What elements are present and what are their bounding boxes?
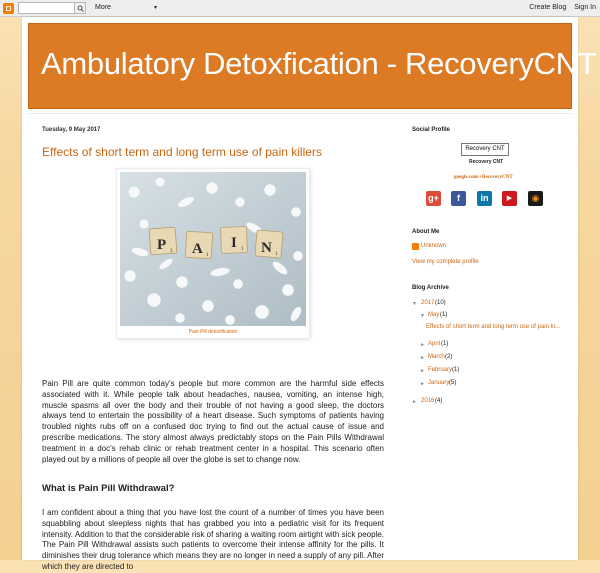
tile-subscript: 3 [170,249,173,254]
profile-name: Recovery CNT [469,159,504,165]
tile-subscript: 1 [241,247,244,252]
google-plus-link[interactable]: google.com/+RecoveryCNT [454,175,513,180]
tile-subscript: 1 [275,252,278,257]
archive-count: (2) [445,354,453,360]
profile-image[interactable]: Recovery CNT [461,143,509,156]
post-paragraph: I am confident about a thing that you have lost the count of a number of times you have been squabbling about sleepless nights that has grabbed you into a pediatric visit for its frequent intensity. Addition to that the considerable risk of sharing a waiting room airtight with sick people. The Pain Pill Withdrawal assists such patients to overcome their intense affinity for the pills. It diminishes their drug tolerance which means they are no longer in need a supply of any pill. After which they are directed to [42,508,384,571]
archive-count: (1) [452,367,460,373]
expand-right-icon[interactable]: ► [412,399,417,405]
youtube-icon[interactable]: ▶ [502,191,517,206]
blogger-icon [412,243,419,250]
expand-right-icon[interactable]: ► [420,342,425,348]
blog-title[interactable]: Ambulatory Detoxfication - RecoveryCNT [41,46,597,81]
expand-right-icon[interactable]: ► [420,368,425,374]
page-container [22,17,597,571]
archive-post-link[interactable]: Effects of short term and long term use of pain ki... [426,324,560,330]
blogger-navbar [0,0,600,17]
rss-icon[interactable]: ◉ [528,191,543,206]
profile-user-link[interactable]: Unknown [421,243,447,249]
archive-month-january[interactable]: January [428,380,450,386]
google-plus-icon[interactable]: g+ [426,191,441,206]
pain-pills-image [120,172,306,326]
archive-count: (1) [440,312,448,318]
more-menu[interactable]: More [95,4,111,11]
social-profile-heading: Social Profile [412,127,451,133]
linkedin-icon[interactable]: in [477,191,492,206]
archive-count: (1) [441,341,449,347]
post-paragraph: Pain Pill are quite common today's people but more common are the harmful side effects associated with it. While people talk about headaches, nausea, vomiting, an intense high, muscle spasms all over the body and their trouble of not having a good sleep, the doctors always tend to entertain the possibility of a heart disease. Such symptoms of patients having troubled nights rubs off on a confused doc trying to find out the actual cause of issue and prescribe medications. The story almost always predictably stops on the Pain Pills Withdrawal treatment in a doc's rehab clinic or rehab treatment center in a hospital. This scenario often played out by a millions of people all over the globe is set to change now. [42,379,384,464]
blog-archive-heading: Blog Archive [412,285,449,291]
post-title[interactable]: Effects of short term and long term use of pain killers [42,145,322,159]
tile-letter: I [231,235,237,251]
post-image[interactable] [116,168,310,339]
sign-in-link[interactable]: Sign In [574,4,596,11]
search-button[interactable] [74,2,86,14]
expand-down-icon[interactable]: ▼ [412,301,417,307]
archive-month-march[interactable]: March [428,354,445,360]
tile-letter: P [157,237,167,253]
archive-month-february[interactable]: February [428,367,453,373]
tile-subscript: 1 [206,253,209,258]
post-subheading: What is Pain Pill Withdrawal? [42,483,175,494]
chevron-down-icon[interactable]: ▾ [154,5,158,11]
blog-header [28,23,597,109]
tile-letter: N [261,240,272,256]
tile-letter: A [192,241,203,257]
facebook-icon[interactable]: f [451,191,466,206]
post-date: Tuesday, 9 May 2017 [42,127,101,133]
archive-count: (10) [435,300,446,306]
archive-year-2017[interactable]: 2017 [421,300,435,306]
archive-month-april[interactable]: April [428,341,441,347]
expand-right-icon[interactable]: ► [420,381,425,387]
divider [28,113,572,114]
archive-count: (4) [435,398,443,404]
search-icon [77,5,84,12]
expand-right-icon[interactable]: ► [420,355,425,361]
archive-month-may[interactable]: May [428,312,440,318]
view-profile-link[interactable]: View my complete profile [412,259,479,265]
image-caption: Pain Pill detoxification [188,329,238,335]
blogger-logo-icon[interactable] [3,3,14,14]
expand-down-icon[interactable]: ▼ [420,313,425,319]
archive-count: (5) [449,380,457,386]
archive-year-2016[interactable]: 2016 [421,398,435,404]
about-me-heading: About Me [412,229,440,235]
create-blog-link[interactable]: Create Blog [529,4,567,11]
